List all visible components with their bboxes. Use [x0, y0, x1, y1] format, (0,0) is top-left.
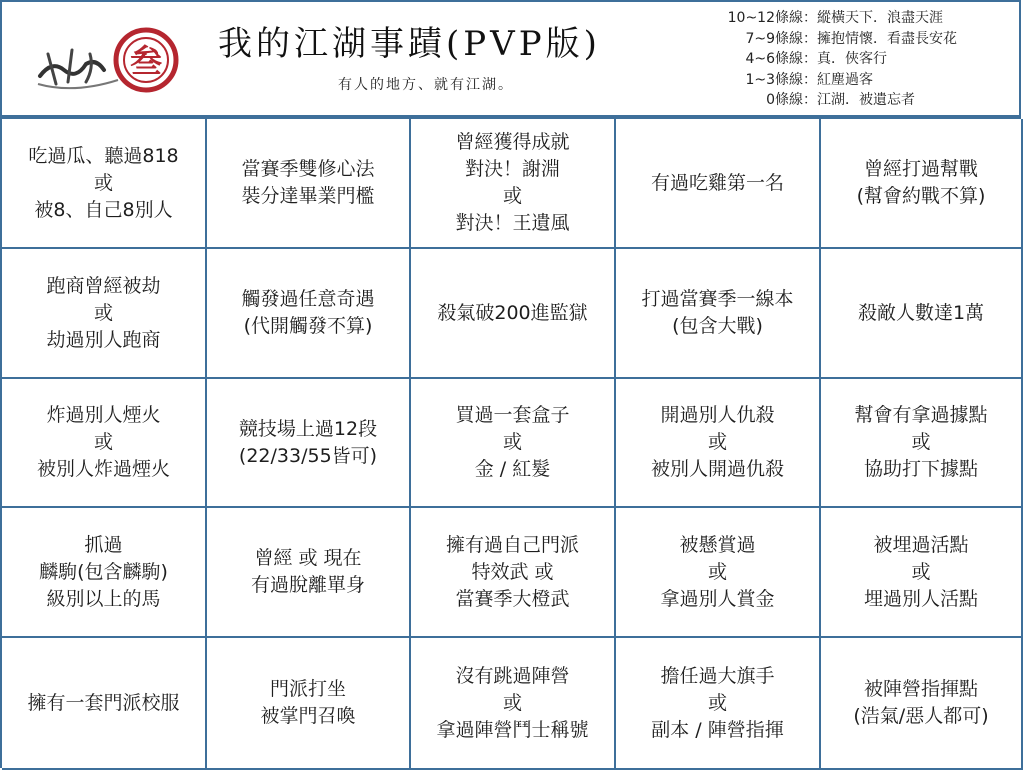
bingo-cell: [2, 249, 207, 379]
bingo-cell: [821, 119, 1023, 249]
legend-row: 0條線：江湖．被遺忘者: [707, 90, 1007, 111]
page-subtitle: 有人的地方、就有江湖。: [338, 77, 514, 93]
bingo-cell-text: 門派打坐 被掌門召喚: [260, 678, 356, 727]
bingo-cell: [2, 119, 207, 249]
legend-label: 江湖．被遺忘者: [817, 92, 915, 109]
bingo-cell-text: 有過吃雞第一名: [650, 171, 784, 194]
score-legend: [707, 8, 1007, 111]
bingo-cell-text: 被懸賞過 或 拿過別人賞金: [660, 533, 775, 610]
legend-label: 擁抱情懷．看盡長安花: [817, 30, 957, 47]
legend-row: 1~3條線：紅塵過客: [707, 70, 1007, 91]
bingo-cell: [616, 379, 821, 508]
bingo-cell: [2, 379, 207, 508]
legend-level: 7~9條線: [745, 30, 803, 47]
bingo-cell: [411, 638, 616, 770]
bingo-cell-text: 擔任過大旗手 或 副本 / 陣營指揮: [651, 664, 784, 741]
legend-label: 紅塵過客: [817, 71, 873, 88]
bingo-cell-text: 擁有一套門派校服: [27, 691, 180, 714]
bingo-cell: [411, 249, 616, 379]
bingo-cell-text: 殺敵人數達1萬: [857, 301, 985, 324]
game-logo: [34, 20, 182, 100]
bingo-cell-text: 幫會有拿過據點 或 協助打下據點: [854, 404, 988, 480]
bingo-cell: [207, 508, 411, 638]
bingo-cell: [821, 508, 1023, 638]
legend-label: 真．俠客行: [817, 51, 887, 68]
bingo-cell-text: 吃過瓜、聽過818 或 被8、自己8別人: [28, 144, 179, 221]
legend-level: 4~6條線: [745, 51, 803, 68]
bingo-cell: [2, 508, 207, 638]
svg-text:叁: 叁: [129, 42, 163, 80]
bingo-cell-text: 炸過別人煙火 或 被別人炸過煙火: [36, 404, 170, 480]
bingo-cell: [821, 638, 1023, 770]
bingo-cell-text: 沒有跳過陣營 或 拿過陣營鬥士稱號: [436, 664, 589, 741]
bingo-cell: [411, 119, 616, 249]
bingo-cell-text: 觸發過任意奇遇 (代開觸發不算): [241, 288, 375, 337]
bingo-cell: [411, 379, 616, 508]
bingo-cell-text: 打過當賽季一線本 (包含大戰): [641, 288, 794, 337]
bingo-cell: [411, 508, 616, 638]
bingo-cell: [207, 379, 411, 508]
bingo-cell-text: 競技場上過12段 (22/33/55皆可): [238, 417, 378, 467]
header: [0, 0, 1021, 117]
bingo-cell: [616, 638, 821, 770]
legend-row: 10~12條線：縱橫天下．浪盡天涯: [707, 8, 1007, 29]
legend-level: 0條線: [766, 92, 803, 109]
bingo-cell-text: 開過別人仇殺 或 被別人開過仇殺: [650, 404, 784, 480]
bingo-cell-text: 曾經打過幫戰 (幫會約戰不算): [856, 158, 986, 207]
bingo-cell: [2, 638, 207, 770]
bingo-cell: [616, 249, 821, 379]
legend-level: 10~12條線: [727, 10, 803, 26]
bingo-cell-text: 當賽季雙修心法 裝分達畢業門檻: [241, 158, 375, 207]
bingo-cell: [821, 249, 1023, 379]
bingo-cell-text: 殺氣破200進監獄: [437, 301, 588, 324]
legend-row: 4~6條線：真．俠客行: [707, 49, 1007, 70]
bingo-grid: [0, 117, 1021, 768]
bingo-cell-text: 跑商曾經被劫 或 劫過別人跑商: [46, 274, 161, 351]
bingo-cell-text: 買過一套盒子 或 金 / 紅髮: [455, 404, 570, 480]
bingo-cell-text: 抓過 麟駒(包含麟駒) 級別以上的馬: [39, 533, 168, 610]
legend-label: 縱橫天下．浪盡天涯: [817, 10, 943, 26]
bingo-cell: [616, 508, 821, 638]
bingo-cell: [821, 379, 1023, 508]
legend-row: 7~9條線：擁抱情懷．看盡長安花: [707, 29, 1007, 50]
page-title: 我的江湖事蹟(PVP版): [218, 24, 601, 64]
bingo-cell: [207, 119, 411, 249]
bingo-cell: [616, 119, 821, 249]
bingo-cell-text: 被埋過活點 或 埋過別人活點: [863, 533, 978, 610]
bingo-cell-text: 擁有過自己門派 特效武 或 當賽季大橙武: [445, 533, 579, 610]
bingo-cell: [207, 638, 411, 770]
bingo-cell: [207, 249, 411, 379]
bingo-cell-text: 被陣營指揮點 (浩氣/惡人都可): [853, 678, 989, 727]
bingo-cell-text: 曾經 或 現在 有過脫離單身: [250, 547, 365, 596]
legend-level: 1~3條線: [745, 71, 803, 88]
bingo-cell-text: 曾經獲得成就 對決！謝淵 或 對決！王遺風: [455, 131, 570, 234]
